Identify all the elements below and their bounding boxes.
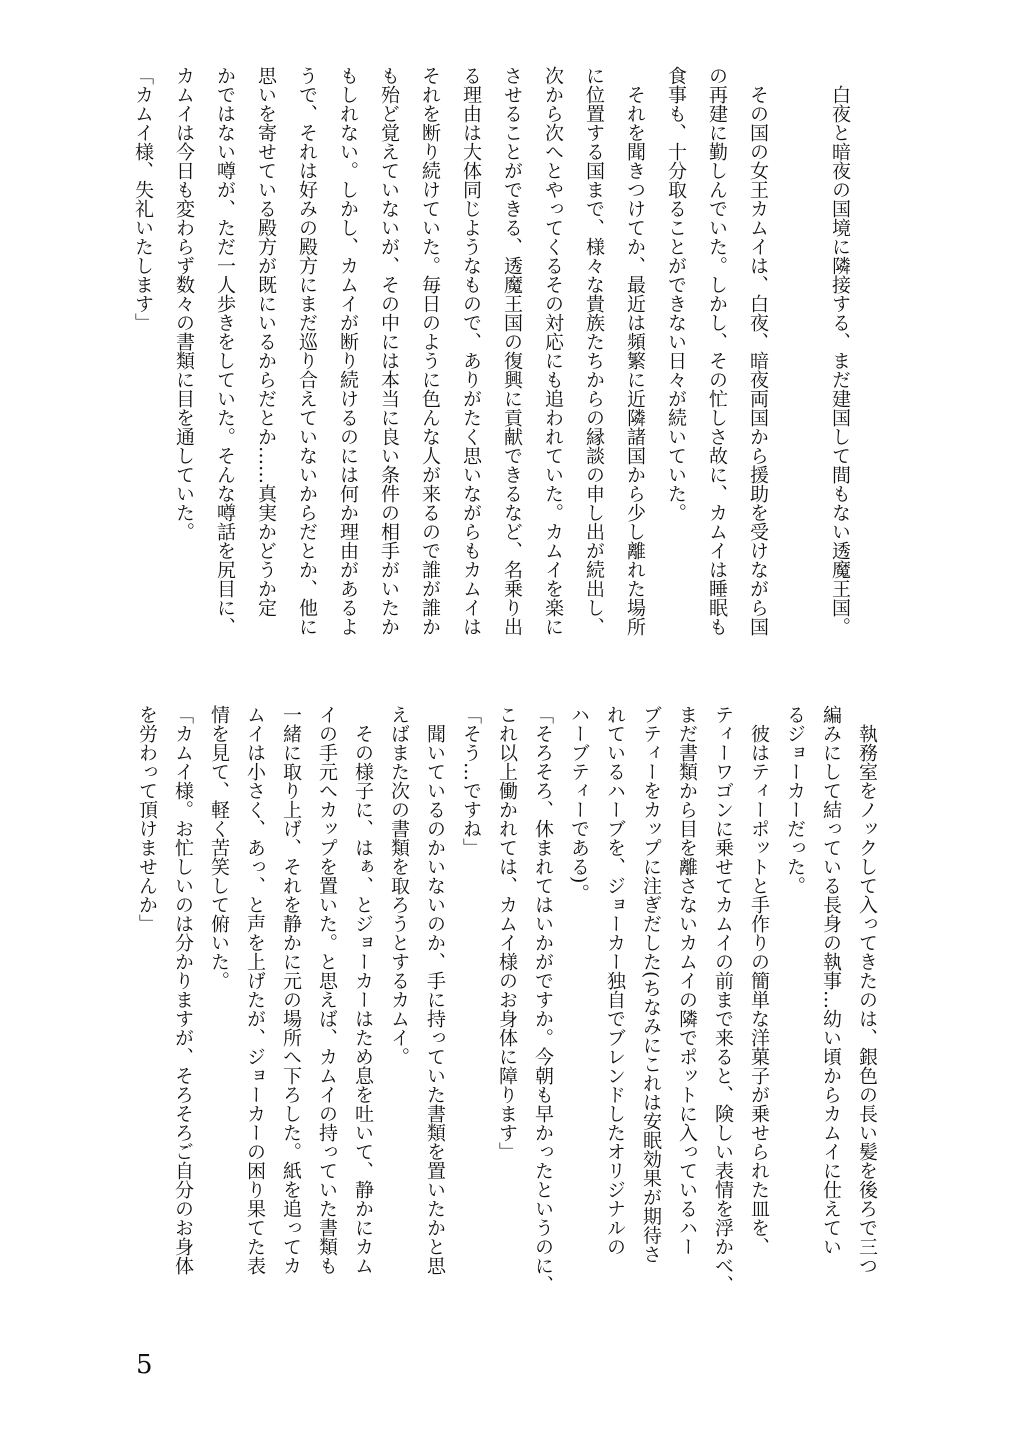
text-column: イの手元へカップを置いた。と思えば、カムイの持っていた書類も [316, 705, 338, 1275]
page-number: 5 [136, 1350, 153, 1380]
text-column: カムイは今日も変わらず数々の書類に目を通していた。 [173, 66, 195, 541]
text-column: る理由は大体同じようなもので、ありがたく思いながらもカムイは [460, 66, 482, 636]
text-column: 執務室をノックして入ってきたのは、銀色の長い髪を後ろで三つ [856, 705, 878, 1275]
text-column: かではない噂が、ただ一人歩きをしていた。そんな噂話を尻目に、 [214, 66, 236, 636]
text-column: 白夜と暗夜の国境に隣接する、まだ建国して間もない透魔王国。 [829, 66, 851, 636]
text-block-top [122, 66, 860, 646]
text-column: も殆ど覚えていないが、その中には本当に良い条件の相手がいたか [378, 66, 400, 636]
text-column: 思いを寄せている殿方が既にいるからだとか……真実かどうか定 [255, 66, 277, 617]
text-column: 情を見て、軽く苦笑して俯いた。 [208, 705, 230, 990]
text-column: もしれない。しかし、カムイが断り続けるのには何か理由があるよ [337, 66, 359, 636]
text-column: に位置する国まで、様々な貴族たちからの縁談の申し出が続出し、 [583, 66, 605, 636]
text-column: それを聞きつけてか、最近は頻繁に近隣諸国から少し離れた場所 [624, 66, 646, 636]
text-column: ハーブティーである)。 [568, 705, 590, 903]
text-column: ブティーをカップに注ぎだした(ちなみにこれは安眠効果が期待さ [640, 705, 662, 1264]
text-column: えばまた次の書類を取ろうとするカムイ。 [388, 705, 410, 1066]
text-column: その国の女王カムイは、白夜、暗夜両国から援助を受けながら国 [747, 66, 769, 636]
text-column: それを断り続けていた。毎日のように色んな人が来るので誰が誰か [419, 66, 441, 636]
text-column: 聞いているのかいないのか、手に持っていた書類を置いたかと思 [424, 705, 446, 1275]
text-column: うで、それは好みの殿方にまだ巡り合えていないからだとか、他に [296, 66, 318, 636]
text-column: れているハーブを、ジョーカー独自でブレンドしたオリジナルの [604, 705, 626, 1256]
text-column: これ以上働かれては、カムイ様のお身体に障ります」 [496, 705, 518, 1161]
text-column: の再建に勤しんでいた。しかし、その忙しさ故に、カムイは睡眠も [706, 66, 728, 636]
text-column [778, 66, 819, 646]
text-column: を労わって頂けませんか」 [136, 705, 158, 933]
text-column: 一緒に取り上げ、それを静かに元の場所へ下ろした。紙を追ってカ [280, 705, 302, 1275]
text-block-bottom [129, 705, 885, 1294]
text-column: ティーワゴンに乗せてカムイの前まで来ると、険しい表情を浮かべ、 [712, 705, 734, 1294]
text-column: 彼はティーポットと手作りの簡単な洋菓子が乗せられた皿を、 [748, 705, 770, 1256]
text-column: ムイは小さく、あっ、と声を上げたが、ジョーカーの困り果てた表 [244, 705, 266, 1275]
text-column: 「カムイ様。お忙しいのは分かりますが、そろそろご自分のお身体 [172, 705, 194, 1275]
text-column: させることができる、透魔王国の復興に貢献できるなど、名乗り出 [501, 66, 523, 636]
text-column: 食事も、十分取ることができない日々が続いていた。 [665, 66, 687, 522]
text-column: 「そう…ですね」 [460, 705, 482, 857]
text-column: 「カムイ様、失礼いたします」 [132, 66, 154, 332]
text-column: 編みにして結っている長身の執事…幼い頃からカムイに仕えてい [820, 705, 842, 1256]
text-column: まだ書類から目を離さないカムイの隣でポットに入っているハー [676, 705, 698, 1256]
text-column: その様子に、はぁ、とジョーカーはため息を吐いて、静かにカム [352, 705, 374, 1275]
text-column: 「そろそろ、休まれてはいかがですか。今朝も早かったというのに、 [532, 705, 554, 1294]
text-column: 次から次へとやってくるその対応にも追われていた。カムイを楽に [542, 66, 564, 636]
text-column: るジョーカーだった。 [784, 705, 806, 895]
